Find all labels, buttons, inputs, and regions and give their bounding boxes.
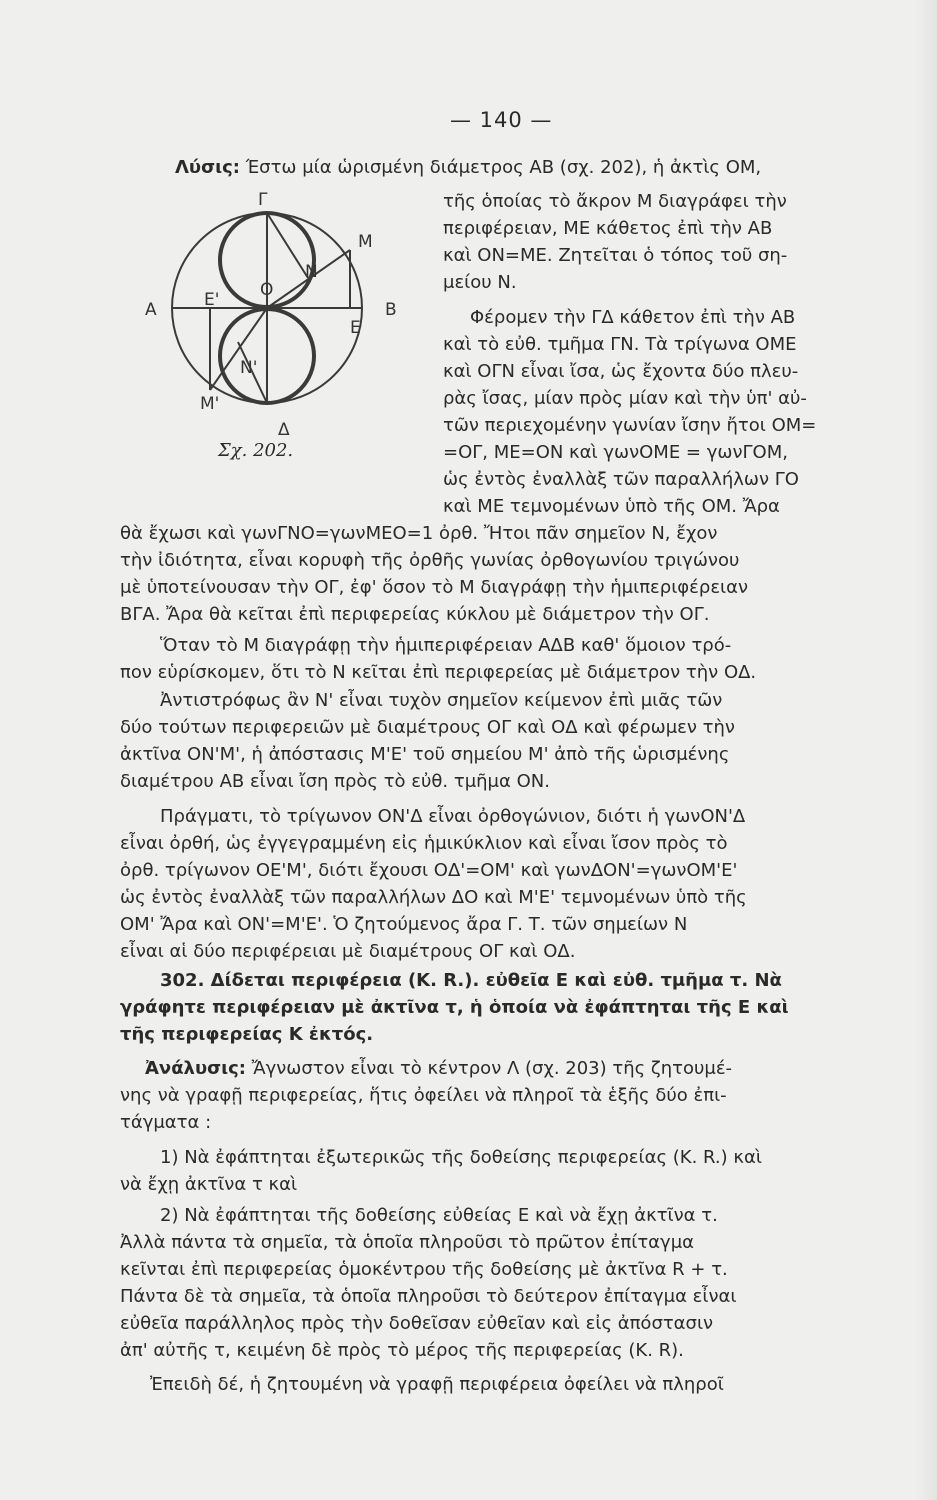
text-line: ΒΓΑ. Ἄρα θὰ κεῖται ἐπὶ περιφερείας κύκλου μὲ διάμετρον τὴν ΟΓ. — [120, 604, 710, 625]
text-line: εὐθεῖα παράλληλος πρὸς τὴν δοθεῖσαν εὐθεῖαν καὶ εἰς ἀπόστασιν — [120, 1313, 714, 1334]
text-line: =ΟΓ, ΜΕ=ΟΝ καὶ γωνΟΜΕ = γωνΓΟΜ, — [443, 442, 788, 463]
text-line: τὴν ἰδιότητα, εἶναι κορυφὴ τῆς ὀρθῆς γωνίας ὀρθογωνίου τριγώνου — [120, 550, 740, 571]
text-line: κεῖνται ἐπὶ περιφερείας ὁμοκέντρου τῆς δοθείσης μὲ ἀκτῖνα R + τ. — [120, 1259, 728, 1280]
text-line: Ὅταν τὸ Μ διαγράφῃ τὴν ἡμιπεριφέρειαν ΑΔΒ καθ' ὅμοιον τρό- — [160, 635, 732, 656]
fig-label-m-prime: Μ' — [200, 394, 220, 414]
text-line: εἶναι ὀρθή, ὡς ἐγγεγραμμένη εἰς ἡμικύκλιον καὶ εἶναι ἴσον πρὸς τὸ — [120, 833, 728, 854]
page-edge-shadow — [915, 0, 937, 1500]
text-line: δύο τούτων περιφερειῶν μὲ διαμέτρους ΟΓ καὶ ΟΔ καὶ φέρωμεν τὴν — [120, 717, 735, 738]
segment-gn — [267, 213, 308, 278]
fig-label-alpha: Α — [145, 300, 157, 320]
page-number: — 140 — — [450, 108, 553, 132]
text-line: διαμέτρου ΑΒ εἶναι ἴση πρὸς τὸ εὐθ. τμῆμα ΟΝ. — [120, 771, 550, 792]
text-line: ΟΜ' Ἄρα καὶ ΟΝ'=Μ'Ε'. Ὁ ζητούμενος ἄρα Γ. Τ. τῶν σημείων Ν — [120, 914, 688, 935]
text-line: μὲ ὑποτείνουσαν τὴν ΟΓ, ἐφ' ὅσον τὸ Μ διαγράφῃ τὴν ἡμιπεριφέρειαν — [120, 577, 749, 598]
text-line: νὰ ἔχῃ ἀκτῖνα τ καὶ — [120, 1174, 298, 1195]
problem-302-line: 302. Δίδεται περιφέρεια (Κ. R.). εὐθεῖα Ε καὶ εὐθ. τμῆμα τ. Νὰ — [160, 970, 782, 991]
text-line: τῆς ὁποίας τὸ ἄκρον Μ διαγράφει τὴν — [443, 191, 787, 212]
text-line — [145, 1058, 732, 1080]
figure-caption: Σχ. 202. — [218, 440, 294, 461]
text-line: Πάντα δὲ τὰ σημεῖα, τὰ ὁποῖα πληροῦσι τὸ δεύτερον ἐπίταγμα εἶναι — [120, 1286, 737, 1307]
text-line: Πράγματι, τὸ τρίγωνον ΟΝ'Δ εἶναι ὀρθογώνιον, διότι ἡ γωνΟΝ'Δ — [160, 806, 746, 827]
text-line: Ἀλλὰ πάντα τὰ σημεῖα, τὰ ὁποῖα πληροῦσι τὸ πρῶτον ἐπίταγμα — [120, 1232, 695, 1253]
line-rest: Ἄγνωστον εἶναι τὸ κέντρον Λ (σχ. 203) τῆς ζητουμέ- — [251, 1058, 733, 1079]
text-line: περιφέρειαν, ΜΕ κάθετος ἐπὶ τὴν ΑΒ — [443, 218, 773, 239]
text-line: ἀκτῖνα ΟΝ'Μ', ἡ ἀπόστασις Μ'Ε' τοῦ σημείου Μ' ἀπὸ τῆς ὡρισμένης — [120, 744, 730, 765]
text-line: καὶ τὸ εὐθ. τμῆμα ΓΝ. Τὰ τρίγωνα ΟΜΕ — [443, 334, 797, 355]
text-line: θὰ ἔχωσι καὶ γωνΓΝΟ=γωνΜΕΟ=1 ὀρθ. Ἤτοι πᾶν σημεῖον Ν, ἔχον — [120, 523, 718, 544]
text-line — [175, 157, 761, 179]
line-bold-prefix: Ἀνάλυσις: — [145, 1058, 247, 1079]
text-line: νης νὰ γραφῇ περιφερείας, ἥτις ὀφείλει νὰ πληροῖ τὰ ἑξῆς δύο ἐπι- — [120, 1085, 727, 1106]
fig-label-epsilon: Ε — [350, 318, 361, 338]
problem-302-line: γράφητε περιφέρειαν μὲ ἀκτῖνα τ, ἡ ὁποία νὰ ἐφάπτηται τῆς Ε καὶ — [120, 997, 789, 1018]
text-line: 2) Νὰ ἐφάπτηται τῆς δοθείσης εὐθείας Ε καὶ νὰ ἔχῃ ἀκτῖνα τ. — [160, 1205, 718, 1226]
line-bold-prefix: Λύσις: — [175, 157, 240, 178]
fig-label-n: Ν — [305, 262, 318, 282]
text-line: καὶ ΟΝ=ΜΕ. Ζητεῖται ὁ τόπος τοῦ ση- — [443, 245, 788, 266]
text-line: Ἀντιστρόφως ἂν Ν' εἶναι τυχὸν σημεῖον κείμενον ἐπὶ μιᾶς τῶν — [160, 690, 723, 711]
text-line: ἀπ' αὐτῆς τ, κειμένη δὲ πρὸς τὸ μέρος τῆς περιφερείας (Κ. R). — [120, 1340, 684, 1361]
text-line: Ἐπειδὴ δέ, ἡ ζητουμένη νὰ γραφῇ περιφέρεια ὀφείλει νὰ πληροῖ — [150, 1374, 724, 1395]
text-line: τῶν περιεχομένην γωνίαν ἴσην ἤτοι ΟΜ= — [443, 415, 817, 436]
text-line: Φέρομεν τὴν ΓΔ κάθετον ἐπὶ τὴν ΑΒ — [470, 307, 796, 328]
text-line: μείου Ν. — [443, 272, 517, 293]
fig-label-n-prime: Ν' — [240, 358, 258, 378]
text-line: τάγματα : — [120, 1112, 212, 1133]
fig-label-o: Ο — [260, 280, 274, 300]
fig-label-beta: Β — [385, 300, 397, 320]
fig-label-gamma: Γ — [258, 190, 268, 210]
fig-label-delta: Δ — [278, 420, 290, 440]
line-rest: Έστω μία ὡρισμένη διάμετρος ΑΒ (σχ. 202), ἡ ἀκτὶς ΟΜ, — [245, 157, 762, 178]
text-line: καὶ ΟΓΝ εἶναι ἴσα, ὡς ἔχοντα δύο πλευ- — [443, 361, 799, 382]
text-line: ὡς ἐντὸς ἐναλλὰξ τῶν παραλλήλων ΔΟ καὶ Μ'Ε' τεμνομένων ὑπὸ τῆς — [120, 887, 747, 908]
text-line: καὶ ΜΕ τεμνομένων ὑπὸ τῆς ΟΜ. Ἄρα — [443, 496, 780, 517]
text-line: εἶναι αἱ δύο περιφέρειαι μὲ διαμέτρους ΟΓ καὶ ΟΔ. — [120, 941, 576, 962]
text-line: 1) Νὰ ἐφάπτηται ἐξωτερικῶς τῆς δοθείσης περιφερείας (Κ. R.) καὶ — [160, 1147, 762, 1168]
text-line: ρὰς ἴσας, μίαν πρὸς μίαν καὶ τὴν ὑπ' αὐ- — [443, 388, 807, 409]
problem-302-line: τῆς περιφερείας Κ ἐκτός. — [120, 1024, 374, 1045]
fig-label-m: Μ — [358, 232, 373, 252]
fig-label-e-prime: Ε' — [204, 290, 220, 310]
text-line: πον εὑρίσκομεν, ὅτι τὸ Ν κεῖται ἐπὶ περιφερείας μὲ διάμετρον τὴν ΟΔ. — [120, 662, 757, 683]
text-line: ὡς ἐντὸς ἐναλλὰξ τῶν παραλλήλων ΓΟ — [443, 469, 799, 490]
text-line: ὀρθ. τρίγωνον ΟΕ'Μ', διότι ἔχουσι ΟΔ'=ΟΜ' καὶ γωνΔΟΝ'=γωνΟΜ'Ε' — [120, 860, 738, 881]
